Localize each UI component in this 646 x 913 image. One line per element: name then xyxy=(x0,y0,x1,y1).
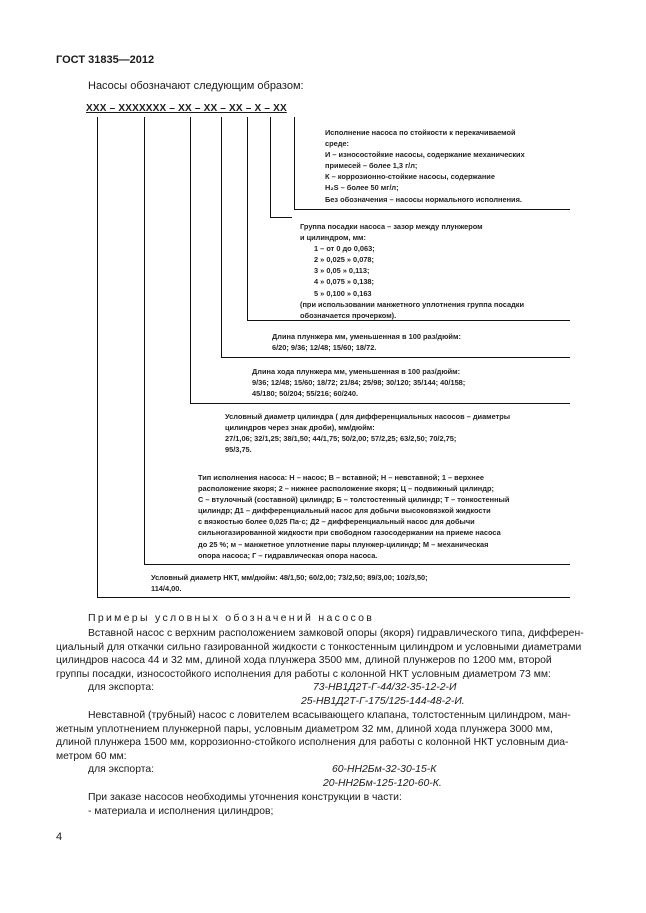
paragraph-line: циальный для откачки сильно газированной жидкости с тонкостенным цилиндром и условными диаметрами xyxy=(56,641,582,653)
fit-group-block xyxy=(300,221,524,321)
code-pattern: XXX – XXXXXXX – XX – XX – XX – X – XX xyxy=(86,103,287,114)
paragraph-line: группы посадки, износостойкого исполнения для работы с колонной НКТ условным диаметром 73 мм: xyxy=(56,668,551,680)
legend-line: опора насоса; Г – гидравлическая опора насоса. xyxy=(198,550,378,560)
bracket-line xyxy=(144,564,570,565)
pump-type-block xyxy=(198,472,509,561)
plunger-length-block xyxy=(272,331,461,353)
legend-line: Длина плунжера мм, уменьшенная в 100 раз/дюйм: xyxy=(272,332,461,341)
example-2-code: 60-НН2Бм-32-30-15-К xyxy=(332,764,437,775)
legend-line: обозначается прочерком). xyxy=(300,310,397,320)
legend-line: 5 » 0,100 » 0,163 xyxy=(314,288,372,298)
legend-line: 9/36; 12/48; 15/60; 18/72; 21/84; 25/98; 30/120; 35/144; 40/158; xyxy=(252,378,466,388)
paragraph-line: Вставной насос с верхним расположением замковой опоры (якоря) гидравлического типа, дифферен- xyxy=(88,628,584,639)
order-item: - материала и исполнения цилиндров; xyxy=(88,806,274,817)
legend-line: Группа посадки насоса – зазор между плунжером xyxy=(300,222,483,231)
legend-line: Длина хода плунжера мм, уменьшенная в 100 раз/дюйм: xyxy=(252,367,461,376)
legend-line: К – коррозионно-стойкие насосы, содержание xyxy=(325,172,495,182)
page-number: 4 xyxy=(56,831,63,843)
legend-line: сильногазированной жидкости при свободном газосодержании на приеме насоса xyxy=(198,528,501,538)
bracket-line xyxy=(270,217,292,218)
legend-line: (при использовании манжетного уплотнения группа посадки xyxy=(300,299,525,309)
bracket-line xyxy=(97,117,98,597)
paragraph-line: цилиндров насоса 44 и 32 мм, длиной хода плунжера 3500 мм, длиной плунжеров по 1200 мм, второй xyxy=(56,655,552,667)
bracket-line xyxy=(221,117,222,357)
export-label: для экспорта: xyxy=(88,682,155,693)
legend-line: Условный диаметр цилиндра ( для дифференциальных насосов – диаметры xyxy=(225,412,511,421)
example-1-paragraph xyxy=(56,627,584,681)
legend-line: С – втулочный (составной) цилиндр; Б – толстостенный цилиндр; Т – тонкостенный xyxy=(198,495,510,505)
legend-line: среде: xyxy=(325,139,349,149)
example-2-paragraph xyxy=(56,709,571,763)
legend-line: 27/1,06; 32/1,25; 38/1,50; 44/1,75; 50/2,00; 57/2,25; 63/2,50; 70/2,75; xyxy=(225,434,457,444)
legend-line: 6/20; 9/36; 12/48; 15/60; 18/72. xyxy=(272,343,377,353)
document-header: ГОСТ 31835—2012 xyxy=(56,54,155,66)
legend-line: и цилиндром, мм: xyxy=(300,233,366,243)
legend-line: 114/4,00. xyxy=(151,584,182,594)
legend-line: H₂S – более 50 мг/л; xyxy=(325,183,399,193)
legend-line: примесей – более 1,3 г/л; xyxy=(325,161,418,171)
legend-line: Условный диаметр НКТ, мм/дюйм: 48/1,50; 60/2,00; 73/2,50; 89/3,00; 102/3,50; xyxy=(151,573,428,582)
example-1-code: 73-НВ1Д2Т-Г-44/32-35-12-2-И xyxy=(313,682,457,693)
example-1-export-code: 25-НВ1Д2Т-Г-175/125-144-48-2-И. xyxy=(301,696,465,707)
legend-line: Тип исполнения насоса: Н – насос; В – вставной; Н – невставной; 1 – верхнее xyxy=(198,473,484,482)
legend-line: с вязкостью более 0,025 Па·с; Д2 – дифференциальный насос для добычи xyxy=(198,517,475,527)
intro-text: Насосы обозначают следующим образом: xyxy=(88,80,304,92)
paragraph-line: длиной плунжера 1500 мм, коррозионно-стойкого исполнения для работы с колонной НКТ условным диа- xyxy=(56,737,569,749)
legend-line: цилиндр; Д1 – дифференциальный насос для добычи высоковязкой жидкости xyxy=(198,506,491,516)
legend-line: Без обозначения – насосы нормального исполнения. xyxy=(325,194,522,204)
bracket-line xyxy=(294,209,570,210)
legend-line: расположение якоря; 2 – нижнее расположение якоря; Ц – подвижный цилиндр; xyxy=(198,484,494,494)
tubing-diameter-block xyxy=(151,572,428,594)
legend-line: 4 » 0,075 » 0,138; xyxy=(314,277,374,287)
bracket-line xyxy=(144,117,145,564)
example-2-export-code: 20-НН2Бм-125-120-60-К. xyxy=(323,778,442,789)
paragraph-line: жетным уплотнением плунжерной пары, условным диаметром 32 мм, длиной хода плунжера 3000 мм, xyxy=(56,723,553,735)
legend-line: 1 – от 0 до 0,063; xyxy=(314,244,375,254)
bracket-line xyxy=(294,117,295,209)
examples-title: Примеры условных обозначений насосов xyxy=(88,612,375,624)
legend-line: 45/180; 50/204; 55/216; 60/240. xyxy=(252,389,359,399)
legend-line: Исполнение насоса по стойкости к перекачиваемой xyxy=(325,128,516,137)
legend-line: 95/3,75. xyxy=(225,445,252,455)
bracket-line xyxy=(221,357,570,358)
bracket-line xyxy=(247,117,248,320)
legend-line: до 25 %; м – манжетное уплотнение пары плунжер-цилиндр; М – механическая xyxy=(198,539,489,549)
bracket-line xyxy=(270,117,271,217)
bracket-line xyxy=(97,597,570,598)
stroke-length-block xyxy=(252,366,465,399)
paragraph-line: Невставной (трубный) насос с ловителем всасывающего клапана, толстостенным цилиндром, ман- xyxy=(88,710,571,721)
legend-line: цилиндров через знак дроби), мм/дюйм: xyxy=(225,423,375,433)
export-label: для экспорта: xyxy=(88,764,155,775)
legend-line: И – износостойкие насосы, содержание механических xyxy=(325,150,525,160)
order-note: При заказе насосов необходимы уточнения конструкции в части: xyxy=(88,792,402,803)
bracket-line xyxy=(190,117,191,403)
bracket-line xyxy=(190,403,570,404)
cylinder-diameter-block xyxy=(225,411,510,455)
legend-line: 2 » 0,025 » 0,078; xyxy=(314,255,374,265)
execution-block xyxy=(325,127,525,205)
legend-line: 3 » 0,05 » 0,113; xyxy=(314,266,370,276)
paragraph-line: метром 60 мм: xyxy=(56,750,127,762)
